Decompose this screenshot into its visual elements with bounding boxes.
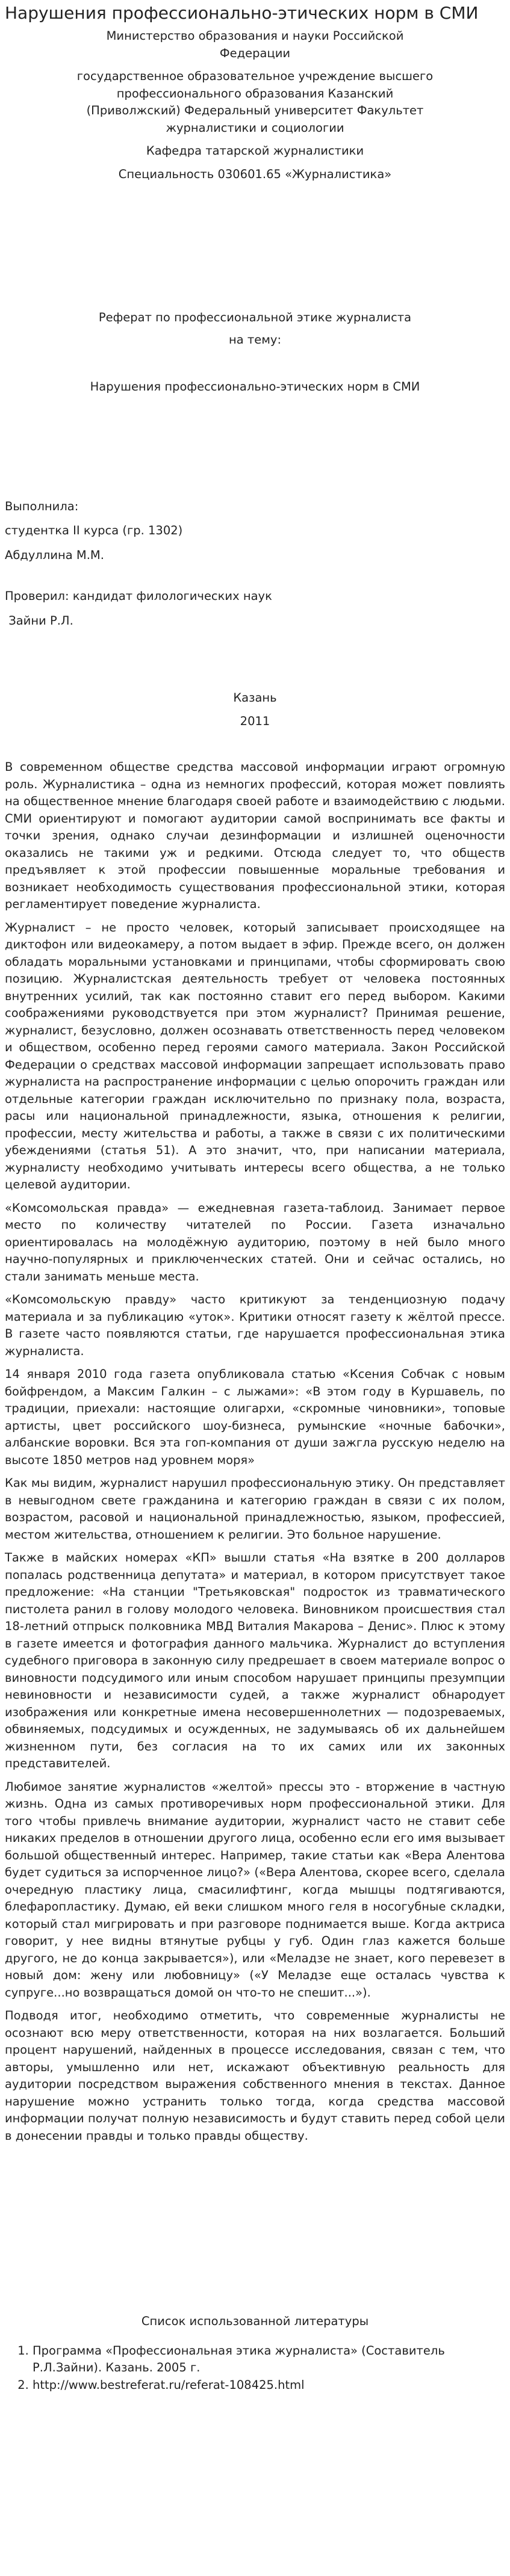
checker-name: Зайни Р.Л. (5, 613, 73, 628)
essay-label: Реферат по профессиональной этике журналиста (98, 310, 412, 324)
year: 2011 (240, 714, 270, 728)
body-paragraph: Как мы видим, журналист нарушил профессиональную этику. Он представляет в невыгодном свете гражданина и категорию граждан в связи с их полом, возрастом, расовой и национальной принадлежностью, языком, профессией, местом жительства, отношением к религии. Это больное нарушение. (5, 1476, 505, 1542)
specialty-line: Специальность 030601.65 «Журналистика» (118, 167, 392, 181)
body-paragraph: Любимое занятие журналистов «желтой» прессы это - вторжение в частную жизнь. Одна из самых противоречивых норм профессиональной этики. Для того чтобы привлечь внимание аудитории, журналист часто не ставит себе никаких пределов в отношении другого лица, особенно если его имя вызывает большой общественный интерес. Например, такие статьи как «Вера Алентова будет судиться за испорченное лицо?» («Вера Алентова, скорее всего, сделала очередную пластику лица, смасилифтинг, когда мышцы подтягиваются, блефаропластику. Думаю, ей веки слишком много геля в носогубные складки, который стал мигрировать и при разговоре поднимается выше. Когда актриса говорит, у нее видны втянутые рубцы у губ. Один глаз кажется больше другого, не до конца закрывается»), или «Меладзе не знает, кого перевезет в новый дом: жену или любовницу» («У Меладзе еще осталась чувства к супруге...но возвращаться домой он что-то не спешит...»). (5, 1779, 505, 2000)
body-paragraph: Подводя итог, необходимо отметить, что современные журналисты не осознают всю меру ответственности, которая на них возлагается. Больший процент нарушений, найденных в процессе исследования, связан с тем, что авторы, умышленно или нет, искажают объективную реальность для аудитории посредством выражения собственного мнения в текстах. Данное нарушение можно устранить только тогда, когда средства массовой информации получат полную независимость и будут ставить перед собой цели в донесении правды и только правды обществу. (5, 2009, 505, 2143)
references-list (5, 2343, 505, 2394)
title-page-header (75, 28, 436, 183)
checked-label: Проверил: кандидат филологических наук (5, 589, 272, 603)
city: Казань (233, 691, 277, 705)
student-name: Абдуллина М.М. (5, 548, 104, 562)
city-year-block (5, 690, 505, 730)
department-line: Кафедра татарской журналистики (146, 144, 364, 158)
references-heading: Список использованной литературы (141, 2314, 369, 2328)
body-paragraph: «Комсомольскую правду» часто критикуют за тенденциозную подачу материала и за публикацию «уток». Критики относят газету к жёлтой прессе. В газете часто появляются статьи, где нарушается профессиональная этика журналиста. (5, 1293, 505, 1358)
body-paragraph: «Комсомольская правда» — ежедневная газета-таблоид. Занимает первое место по количеству читателей по России. Газета изначально ориентировалась на молодёжную аудиторию, поэтому в ней было много научно-популярных и приключенческих статей. Они и сейчас остались, но стали занимать меньше места. (5, 1200, 505, 1283)
essay-topic: Нарушения профессионально-этических норм в СМИ (90, 380, 420, 394)
body-paragraph: В современном обществе средства массовой информации играют огромную роль. Журналистика – одна из немногих профессий, которая может повлиять на общественное мнение благодаря своей работе и взаимодействию с людьми. СМИ ориентируют и помогают аудитории самой воспринимать все факты и точки зрения, однако случаи дезинформации и излишней оценочности оказались не такими уж и редкими. Отсюда следует то, что обществ предъявляет к этой профессии повышенные моральные требования и возникает необходимость существования профессиональной этики, которая регламентирует поведение журналиста. (5, 760, 505, 911)
ministry-line: Министерство образования и науки Российской Федерации (106, 29, 404, 60)
institution-line: государственное образовательное учреждение высшего профессионального образования Казанский (Приволжский) Федеральный университет Факультет журналистики и социологии (76, 69, 434, 135)
student-line: студентка II курса (гр. 1302) (5, 524, 183, 537)
author-block (5, 498, 505, 630)
topic-label: на тему: (228, 332, 282, 347)
document-page (0, 2, 510, 2418)
page-title: Нарушения профессионально-этических норм в СМИ (5, 3, 479, 23)
body-paragraph: Также в майских номерах «КП» вышли статья «На взятке в 200 долларов попалась родственница депутата» и материал, в котором присутствует такое предложение: «На станции "Третьяковская" подросток из травматического пистолета ранил в голову молодого человека. Виновником происшествия стал 18-летний отпрыск полковника МВД Виталия Макарова – Денис». Плюс к этому в газете имеется и фотография данного мальчика. Журналист до вступления судебного приговора в законную силу предрешает в своем материале вопрос о виновности подсудимого или иным способом нарушает принципы презумпции невиновности и независимости судей, а также журналист обнародует изображения или конкретные имена несовершеннолетних — подозреваемых, обвиняемых, подсудимых и осужденных, не задумываясь об их дальнейшем жизненном пути, без согласия на то их самих или их законных представителей. (5, 1551, 505, 1770)
body-paragraph: Журналист – не просто человек, который записывает происходящее на диктофон или видеокамеру, а потом выдает в эфир. Прежде всего, он должен обладать моральными установками и принципами, чтобы сформировать свою позицию. Журналистская деятельность требует от человека постоянных внутренних усилий, так как постоянно ставит его перед выбором. Какими соображениями руководствуется при этом журналист? Принимая решение, журналист, безусловно, должен осознавать ответственность перед человеком и обществом, особенно перед героями самого материала. Закон Российской Федерации о средствах массовой информации запрещает использовать право журналиста на распространение информации с целью опорочить граждан или отдельные категории граждан исключительно по признаку пола, возраста, расы или национальной принадлежности, языка, отношения к религии, профессии, месту жительства и работы, а также в связи с их политическими убеждениями (статья 51). А это значит, что, при написании материала, журналисту необходимо учитывать интересы всего общества, а не только целевой аудитории. (5, 920, 505, 1191)
references-section (5, 2313, 505, 2394)
essay-title-block (75, 309, 436, 396)
body-paragraph: 14 января 2010 года газета опубликовала статью «Ксения Собчак с новым бойфрендом, а Максим Галкин – с лыжами»: «В этом году в Куршавель, по традиции, приехали: настоящие олигархи, «скромные чиновники», топовые артисты, цвет российского шоу-бизнеса, румынские «ночные бабочки», албанские воровки. Вся эта гоп-компания от души зажгла русскую неделю на высоте 1850 метров над уровнем моря» (5, 1367, 505, 1467)
essay-body (5, 759, 505, 2145)
reference-item: 1. Программа «Профессиональная этика журналиста» (Составитель Р.Л.Зайни). Казань. 2005 г. (33, 2343, 505, 2377)
reference-item: 2. http://www.bestreferat.ru/referat-108425.html (33, 2377, 505, 2394)
performed-label: Выполнила: (5, 499, 79, 513)
